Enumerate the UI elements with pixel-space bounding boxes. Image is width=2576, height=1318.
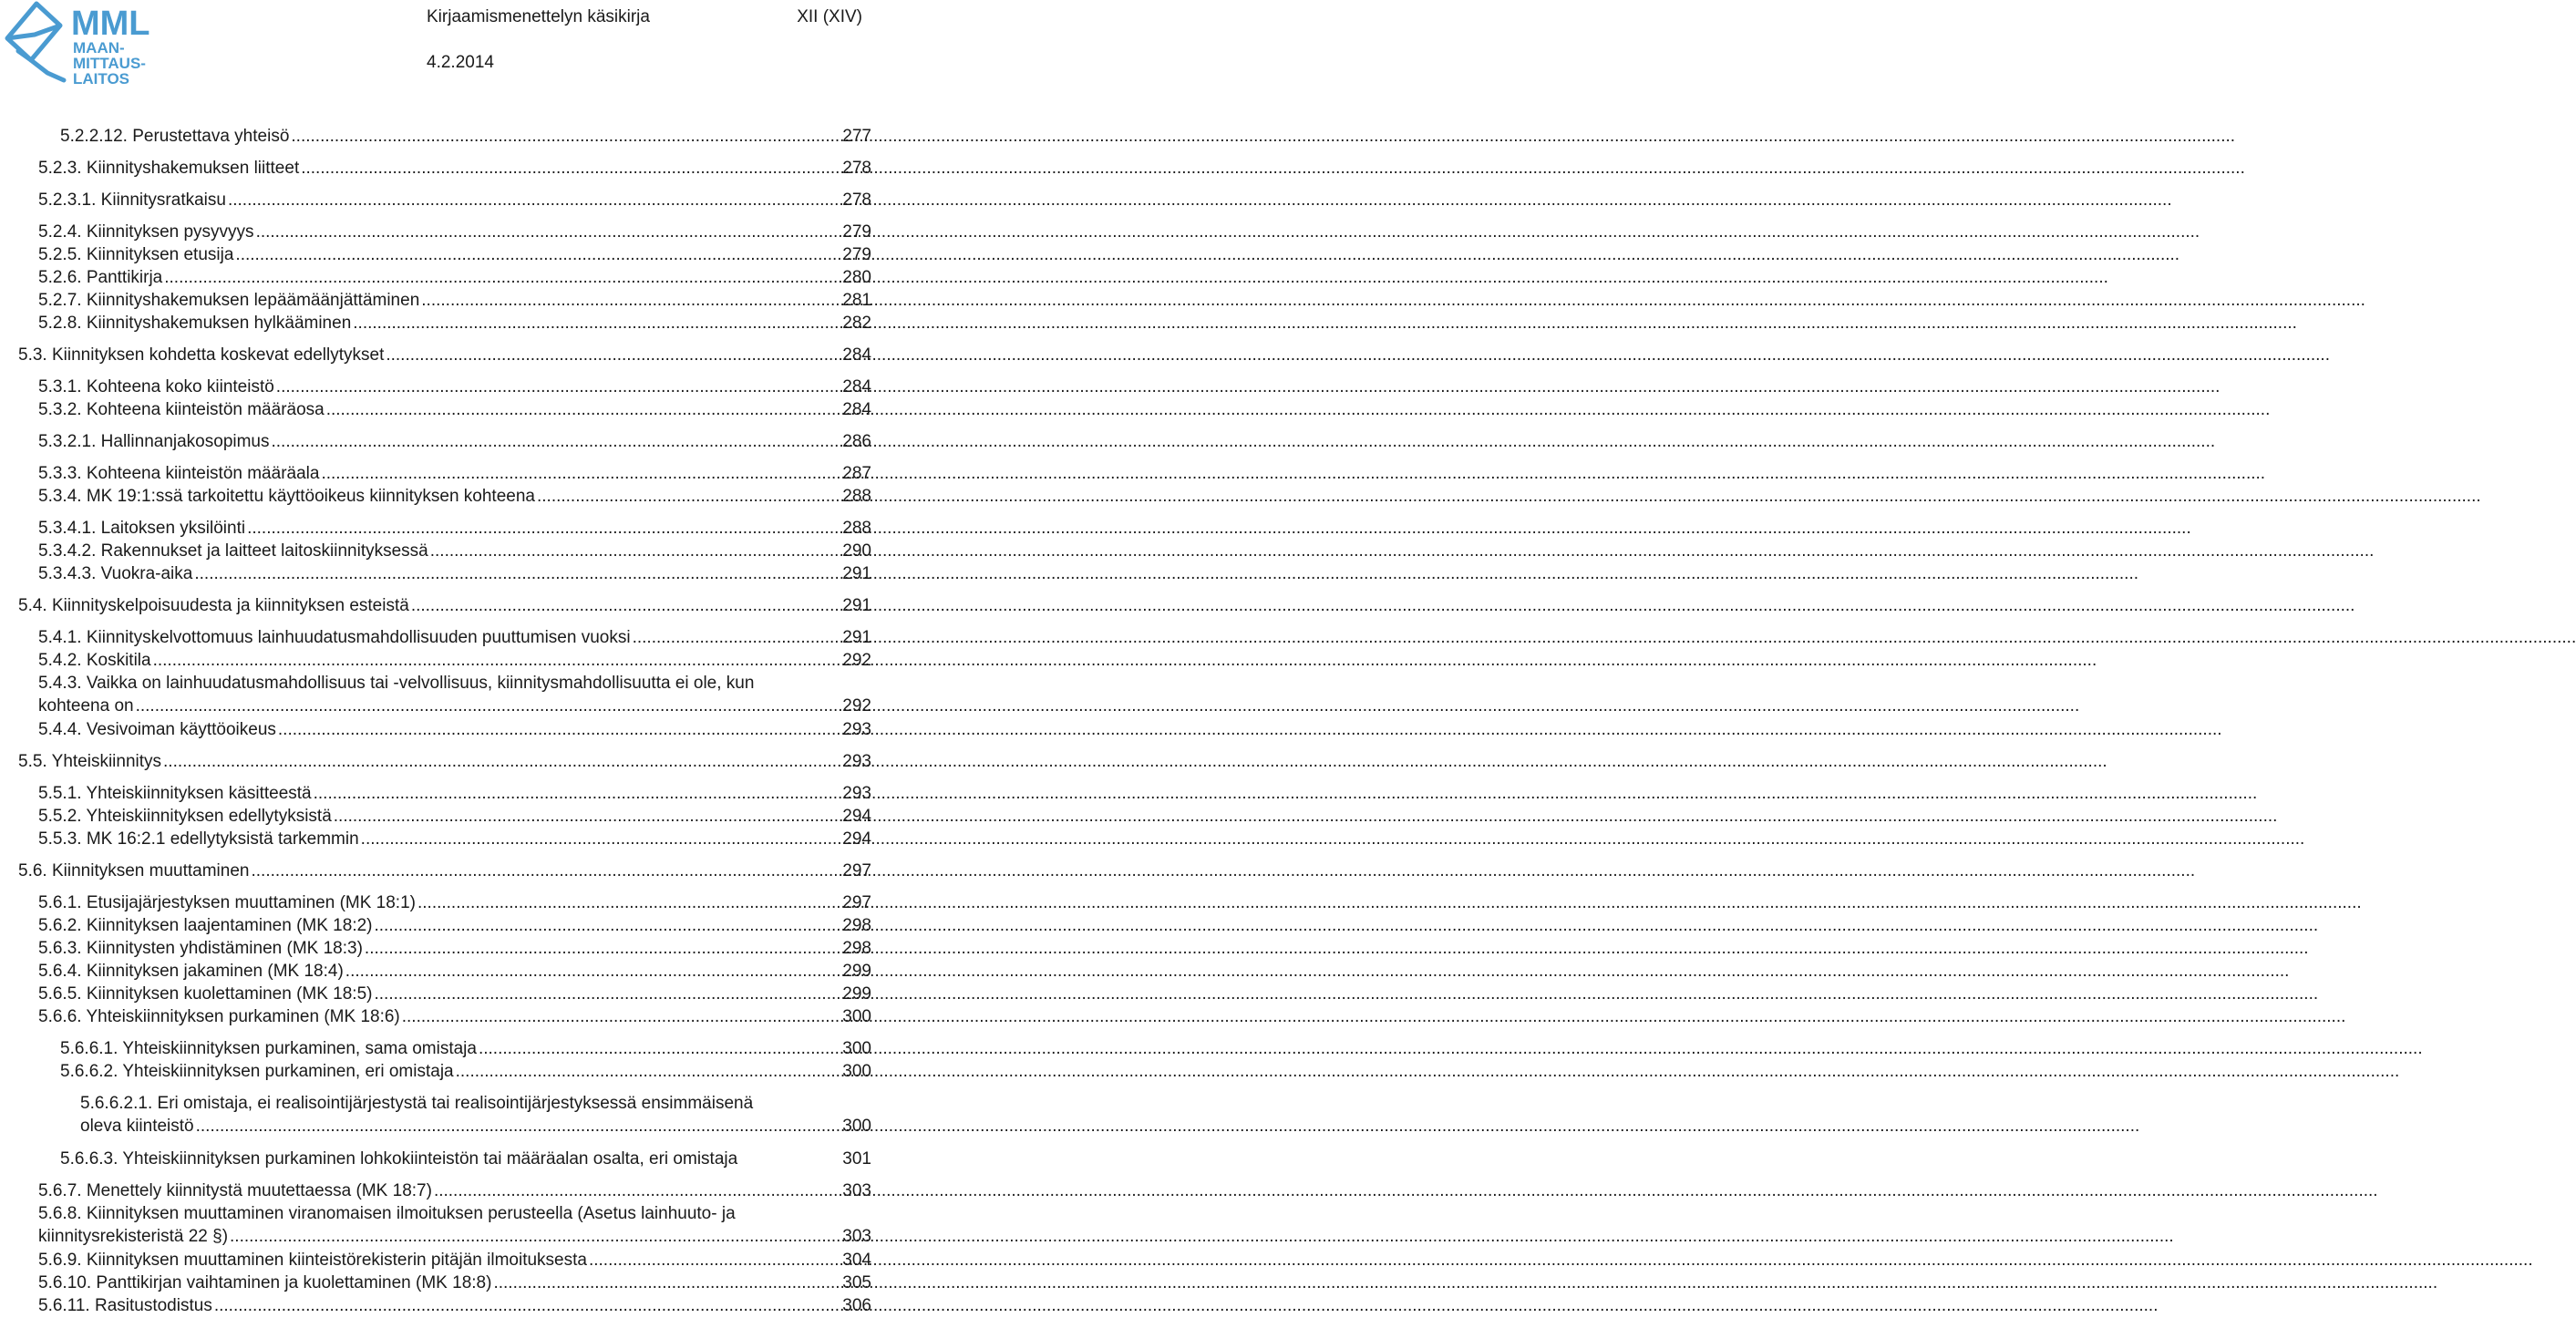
- toc-entry-number: 5.6.5.: [38, 984, 82, 1004]
- toc-entry[interactable]: [38, 157, 871, 180]
- toc-entry[interactable]: [38, 718, 871, 741]
- toc-entry-title: Etusijajärjestyksen muuttaminen (MK 18:1): [86, 893, 416, 912]
- toc-entry-page: 303: [842, 1227, 871, 1246]
- toc-leader-dots: [537, 485, 840, 508]
- toc-entry[interactable]: [38, 782, 871, 805]
- toc-leader-dots: [291, 125, 840, 148]
- toc-entry-title-line2: kohteena on: [38, 696, 134, 716]
- toc-entry-title: Kiinnityksen muuttaminen viranomaisen ilmoituksen perusteella (Asetus lainhuuto- ja: [86, 1204, 736, 1223]
- toc-entry-page: 292: [842, 696, 871, 716]
- toc-entry[interactable]: [38, 517, 871, 540]
- toc-entry-number: 5.3.3.: [38, 464, 82, 483]
- toc-entry-number: 5.2.2.12.: [60, 127, 128, 146]
- toc-leader-dots: [163, 750, 840, 773]
- toc-entry-title: Yhteiskiinnityksen purkaminen, sama omistaja: [122, 1039, 477, 1058]
- toc-entry-number: 5.4.3.: [38, 674, 82, 693]
- toc-entry-title: Yhteiskiinnitys: [51, 752, 162, 771]
- toc-leader-dots: [235, 243, 840, 266]
- toc-entry-title: Kiinnityshakemuksen lepäämäänjättäminen: [86, 291, 420, 310]
- toc-leader-dots: [633, 626, 841, 649]
- toc-entry-title: Kiinnityshakemuksen hylkääminen: [86, 314, 352, 333]
- toc-entry[interactable]: [38, 266, 871, 289]
- toc-entry-number: 5.2.4.: [38, 222, 82, 242]
- toc-entry-page: 300: [842, 1117, 871, 1136]
- toc-leader-dots: [411, 594, 840, 617]
- toc-entry[interactable]: [38, 562, 871, 585]
- toc-entry-page: 291: [842, 596, 871, 615]
- toc-entry[interactable]: [38, 398, 871, 421]
- toc-entry[interactable]: [38, 189, 871, 211]
- toc-entry-page: 277: [842, 127, 871, 146]
- envelope-icon: [7, 4, 64, 80]
- toc-entry-number: 5.6.9.: [38, 1251, 82, 1270]
- toc-leader-dots: [228, 189, 840, 211]
- toc-entry-title: Panttikirjan vaihtaminen ja kuolettaminen (MK 18:8): [96, 1273, 492, 1292]
- toc-entry[interactable]: [38, 1202, 871, 1248]
- toc-leader-dots: [164, 266, 840, 289]
- toc-entry-page: 300: [842, 1062, 871, 1081]
- toc-leader-dots: [365, 937, 840, 960]
- toc-entry-page: 306: [842, 1296, 871, 1315]
- toc-entry-number: 5.3.2.1.: [38, 432, 97, 451]
- toc-entry[interactable]: [38, 1249, 871, 1272]
- toc-entry[interactable]: [38, 1179, 871, 1202]
- toc-leader-dots: [321, 462, 840, 485]
- toc-entry[interactable]: [38, 221, 871, 243]
- toc-leader-dots: [493, 1272, 840, 1294]
- toc-entry-number: 5.6.: [18, 861, 47, 880]
- toc-entry-title: Koskitila: [86, 651, 151, 670]
- toc-entry-title: Yhteiskiinnityksen käsitteestä: [86, 784, 312, 803]
- toc-entry-title: MK 19:1:ssä tarkoitettu käyttöoikeus kiinnityksen kohteena: [86, 487, 535, 506]
- toc-entry-title: Eri omistaja, ei realisointijärjestystä tai realisointijärjestyksessä ensimmäisenä: [157, 1094, 754, 1113]
- toc-entry-number: 5.5.3.: [38, 829, 82, 849]
- toc-leader-dots: [589, 1249, 840, 1272]
- logo-text-line4: LAITOS: [73, 70, 130, 88]
- toc-entry-title: Perustettava yhteisö: [132, 127, 290, 146]
- toc-leader-dots: [334, 805, 841, 828]
- document-title: Kirjaamismenettelyn käsikirja: [427, 7, 650, 26]
- toc-entry-title: Hallinnanjakosopimus: [100, 432, 270, 451]
- toc-entry[interactable]: [18, 750, 871, 773]
- toc-leader-dots: [434, 1179, 840, 1202]
- toc-entry[interactable]: [38, 983, 871, 1005]
- logo-text-line2: MAAN-: [73, 39, 125, 57]
- toc-entry-number: 5.4.1.: [38, 628, 82, 647]
- toc-entry-page: 299: [842, 962, 871, 981]
- toc-entry[interactable]: [38, 672, 871, 717]
- toc-entry-title-line1: [80, 1092, 871, 1115]
- toc-entry[interactable]: [18, 344, 871, 366]
- toc-entry[interactable]: [38, 1005, 871, 1028]
- toc-entry-page: 301: [842, 1149, 871, 1169]
- toc-entry-page: 288: [842, 519, 871, 538]
- toc-entry-page: 282: [842, 314, 871, 333]
- toc-entry-page: 279: [842, 245, 871, 264]
- toc-leader-dots: [194, 562, 840, 585]
- toc-entry[interactable]: [80, 1092, 871, 1138]
- toc-entry-page: 293: [842, 720, 871, 739]
- toc-entry-page: 297: [842, 893, 871, 912]
- toc-entry-number: 5.3.4.: [38, 487, 82, 506]
- toc-entry-page: 280: [842, 268, 871, 287]
- toc-entry-title: Kohteena kiinteistön määräosa: [86, 400, 325, 419]
- toc-entry-title: Kiinnityksen kohdetta koskevat edellytykset: [51, 345, 385, 365]
- toc-leader-dots: [326, 398, 841, 421]
- toc-leader-dots: [479, 1037, 840, 1060]
- toc-leader-dots: [386, 344, 840, 366]
- mml-logo: [0, 0, 164, 91]
- toc-entry-title-line2: kiinnitysrekisteristä 22 §): [38, 1227, 229, 1246]
- toc-entry[interactable]: [38, 376, 871, 398]
- toc-entry[interactable]: [38, 462, 871, 485]
- toc-entry-title: Laitoksen yksilöinti: [100, 519, 246, 538]
- toc-entry-title: Kiinnityskelvottomuus lainhuudatusmahdollisuuden puuttumisen vuoksi: [86, 628, 631, 647]
- toc-entry-page: 288: [842, 487, 871, 506]
- toc-entry-page: 299: [842, 984, 871, 1004]
- page-number: XII (XIV): [797, 7, 862, 26]
- toc-entry-number: 5.6.6.3.: [60, 1149, 118, 1169]
- toc-entry[interactable]: [60, 1060, 871, 1083]
- toc-entry-number: 5.2.8.: [38, 314, 82, 333]
- toc-entry-number: 5.6.6.2.: [60, 1062, 118, 1081]
- toc-entry-title: Rakennukset ja laitteet laitoskiinnityksessä: [100, 541, 428, 561]
- toc-entry-title: Menettely kiinnitystä muutettaessa (MK 18:7): [86, 1181, 432, 1200]
- toc-entry-page: 291: [842, 564, 871, 583]
- toc-entry-page: 284: [842, 345, 871, 365]
- toc-entry-number: 5.6.6.1.: [60, 1039, 118, 1058]
- toc-entry-page: 284: [842, 377, 871, 396]
- toc-entry[interactable]: [38, 1272, 871, 1294]
- toc-entry-number: 5.6.1.: [38, 893, 82, 912]
- toc-entry-number: 5.5.1.: [38, 784, 82, 803]
- toc-entry[interactable]: [38, 649, 871, 672]
- toc-leader-dots: [272, 430, 841, 453]
- toc-entry-title-line1: [38, 1202, 871, 1225]
- toc-entry-page: 294: [842, 829, 871, 849]
- toc-entry-title: Kiinnityksen pysyvyys: [86, 222, 254, 242]
- toc-entry-page: 294: [842, 807, 871, 826]
- toc-entry-number: 5.6.4.: [38, 962, 82, 981]
- toc-entry[interactable]: [60, 1037, 871, 1060]
- toc-entry-page: 291: [842, 628, 871, 647]
- toc-entry-number: 5.6.11.: [38, 1296, 90, 1315]
- toc-leader-dots: [375, 914, 841, 937]
- toc-entry-number: 5.2.3.1.: [38, 190, 97, 210]
- document-date: 4.2.2014: [427, 53, 494, 72]
- toc-leader-dots: [314, 782, 841, 805]
- toc-entry-page: 304: [842, 1251, 871, 1270]
- toc-entry-number: 5.3.4.1.: [38, 519, 97, 538]
- toc-entry-number: 5.6.8.: [38, 1204, 82, 1223]
- toc-leader-dots: [136, 695, 841, 717]
- toc-entry-page: 300: [842, 1039, 871, 1058]
- toc-entry-page: 298: [842, 916, 871, 935]
- toc-entry-number: 5.4.4.: [38, 720, 82, 739]
- toc-leader-dots: [456, 1060, 841, 1083]
- toc-leader-dots: [361, 828, 841, 850]
- toc-entry[interactable]: [38, 914, 871, 937]
- toc-leader-dots: [374, 983, 840, 1005]
- toc-leader-dots: [276, 376, 841, 398]
- toc-entry-title: Kohteena kiinteistön määräala: [86, 464, 320, 483]
- toc-entry[interactable]: [38, 430, 871, 453]
- toc-entry-title: Vesivoiman käyttöoikeus: [86, 720, 276, 739]
- toc-entry-page: 286: [842, 432, 871, 451]
- toc-entry[interactable]: [38, 937, 871, 960]
- toc-entry-page: 293: [842, 752, 871, 771]
- toc-entry-title: Kiinnitysratkaisu: [100, 190, 226, 210]
- toc-entry-title: Kohteena koko kiinteistö: [86, 377, 274, 396]
- toc-leader-dots: [353, 312, 840, 335]
- toc-entry-page: 279: [842, 222, 871, 242]
- toc-entry-page: 298: [842, 939, 871, 958]
- toc-leader-dots: [251, 860, 840, 882]
- toc-entry-page: 300: [842, 1007, 871, 1026]
- toc-entry-number: 5.5.: [18, 752, 47, 771]
- toc-entry-number: 5.6.2.: [38, 916, 82, 935]
- toc-entry-page: 290: [842, 541, 871, 561]
- toc-entry-number: 5.6.6.: [38, 1007, 82, 1026]
- toc-entry-title: Kiinnityksen kuolettaminen (MK 18:5): [86, 984, 373, 1004]
- toc-entry-number: 5.2.3.: [38, 159, 82, 178]
- toc-entry-title: Yhteiskiinnityksen purkaminen lohkokiinteistön tai määräalan osalta, eri omistaja: [122, 1149, 738, 1169]
- toc-entry-page: 305: [842, 1273, 871, 1292]
- toc-entry-title: Kiinnityksen etusija: [86, 245, 234, 264]
- toc-leader-dots: [214, 1294, 840, 1317]
- toc-leader-dots: [430, 540, 841, 562]
- toc-entry-title: Yhteiskiinnityksen purkaminen (MK 18:6): [86, 1007, 400, 1026]
- toc-entry-number: 5.3.2.: [38, 400, 82, 419]
- toc-entry-title-line1: [38, 672, 871, 695]
- toc-entry[interactable]: [38, 626, 871, 649]
- toc-entry[interactable]: [38, 540, 871, 562]
- toc-entry[interactable]: [18, 594, 871, 617]
- toc-leader-dots: [247, 517, 840, 540]
- toc-entry[interactable]: [38, 485, 871, 508]
- toc-entry-page: 281: [842, 291, 871, 310]
- toc-leader-dots: [402, 1005, 841, 1028]
- toc-entry-page: 293: [842, 784, 871, 803]
- toc-entry-title: Kiinnityksen muuttaminen kiinteistörekisterin pitäjän ilmoituksesta: [86, 1251, 587, 1270]
- toc-entry-number: 5.6.10.: [38, 1273, 92, 1292]
- toc-entry[interactable]: [38, 828, 871, 850]
- toc-entry[interactable]: [18, 860, 871, 882]
- toc-entry-number: 5.6.3.: [38, 939, 82, 958]
- toc-entry-page: 278: [842, 159, 871, 178]
- toc-entry[interactable]: [38, 960, 871, 983]
- toc-entry[interactable]: [38, 1294, 871, 1317]
- toc-entry-number: 5.5.2.: [38, 807, 82, 826]
- toc-leader-dots: [256, 221, 841, 243]
- toc-entry-title: MK 16:2.1 edellytyksistä tarkemmin: [86, 829, 359, 849]
- toc-entry-page: 287: [842, 464, 871, 483]
- toc-entry-number: 5.6.7.: [38, 1181, 82, 1200]
- toc-entry-number: 5.3.4.3.: [38, 564, 97, 583]
- toc-entry-title: Kiinnityskelpoisuudesta ja kiinnityksen esteistä: [51, 596, 409, 615]
- toc-entry[interactable]: [38, 891, 871, 914]
- toc-entry-number: 5.2.5.: [38, 245, 82, 264]
- toc-entry[interactable]: [60, 125, 871, 148]
- toc-leader-dots: [153, 649, 841, 672]
- toc-leader-dots: [230, 1225, 840, 1248]
- toc-entry-number: 5.3.1.: [38, 377, 82, 396]
- toc-entry-title: Vaikka on lainhuudatusmahdollisuus tai -velvollisuus, kiinnitysmahdollisuutta ei ole, kun: [86, 674, 755, 693]
- toc-entry[interactable]: [60, 1148, 871, 1170]
- toc-entry-number: 5.2.7.: [38, 291, 82, 310]
- toc-entry-title: Rasitustodistus: [94, 1296, 212, 1315]
- toc-leader-dots: [301, 157, 840, 180]
- toc-leader-dots: [345, 960, 841, 983]
- toc-entry-title: Panttikirja: [86, 268, 163, 287]
- toc-entry[interactable]: [38, 289, 871, 312]
- toc-entry-number: 5.6.6.2.1.: [80, 1094, 153, 1113]
- toc-entry-page: 284: [842, 400, 871, 419]
- toc-leader-dots: [421, 289, 840, 312]
- toc-entry-number: 5.2.6.: [38, 268, 82, 287]
- toc-entry-number: 5.3.: [18, 345, 47, 365]
- toc-entry-title: Yhteiskiinnityksen purkaminen, eri omistaja: [122, 1062, 454, 1081]
- toc-entry-title: Vuokra-aika: [100, 564, 193, 583]
- logo-text-line3: MITTAUS-: [73, 55, 146, 72]
- toc-entry-page: 278: [842, 190, 871, 210]
- toc-entry-page: 303: [842, 1181, 871, 1200]
- toc-entry-title: Kiinnityksen laajentaminen (MK 18:2): [86, 916, 373, 935]
- toc-entry-title: Kiinnityksen jakaminen (MK 18:4): [86, 962, 344, 981]
- toc-entry[interactable]: [38, 243, 871, 266]
- toc-entry-page: 292: [842, 651, 871, 670]
- toc-entry-number: 5.3.4.2.: [38, 541, 97, 561]
- toc-entry-title: Kiinnityshakemuksen liitteet: [86, 159, 300, 178]
- toc-entry-title-line2: oleva kiinteistö: [80, 1117, 194, 1136]
- toc-entry-number: 5.4.: [18, 596, 47, 615]
- toc-entry-title: Yhteiskiinnityksen edellytyksistä: [86, 807, 332, 826]
- toc-entry-number: 5.4.2.: [38, 651, 82, 670]
- toc-entry[interactable]: [38, 805, 871, 828]
- toc-entry-title: Kiinnityksen muuttaminen: [51, 861, 250, 880]
- toc-leader-dots: [278, 718, 840, 741]
- logo-text-mml: MML: [71, 5, 150, 43]
- toc-entry-page: 297: [842, 861, 871, 880]
- toc-entry[interactable]: [38, 312, 871, 335]
- toc-entry-title: Kiinnitysten yhdistäminen (MK 18:3): [86, 939, 363, 958]
- toc-leader-dots: [196, 1115, 841, 1138]
- toc-leader-dots: [417, 891, 840, 914]
